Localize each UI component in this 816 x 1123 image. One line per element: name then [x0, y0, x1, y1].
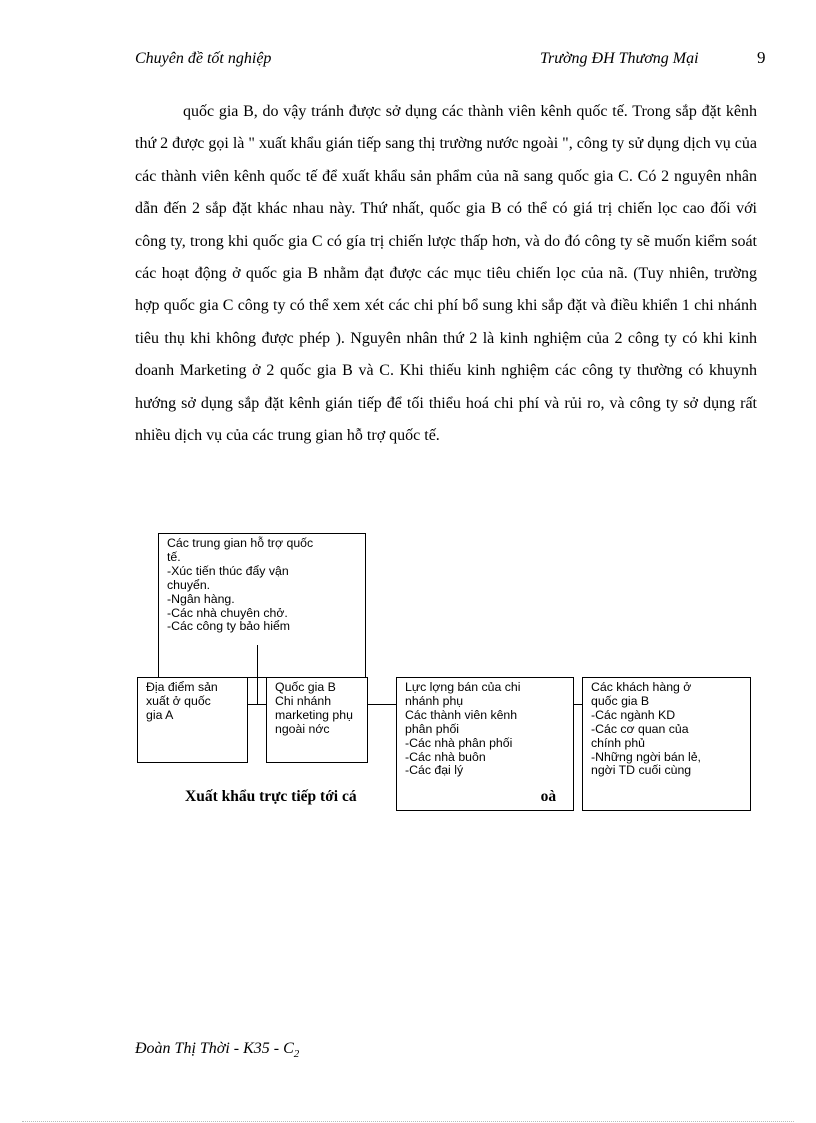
- diagram-box-line: quốc gia B: [591, 693, 650, 708]
- connector-branch-sales: [368, 704, 396, 705]
- figure-caption: [185, 788, 556, 806]
- header-title-left: Chuyên đề tốt nghiệp: [135, 50, 272, 67]
- diagram-box-line: Quốc gia B: [275, 680, 336, 694]
- diagram-box-line: Địa điểm sản: [146, 680, 218, 694]
- diagram-box-line: Các khách hàng ở: [591, 680, 692, 694]
- diagram-box-line: -Xúc tiến thúc đẩy vận: [167, 563, 289, 578]
- producer-box: [137, 677, 248, 763]
- connector-producer-branch: [248, 704, 266, 705]
- diagram-box-line: Các trung gian hỗ trợ quốc: [167, 536, 314, 550]
- diagram-box-line: tế.: [167, 549, 181, 564]
- diagram-box-line: -Ngân hàng.: [167, 591, 235, 606]
- diagram-box-line: -Các đại lý: [405, 763, 464, 778]
- diagram-box-line: gia A: [146, 707, 174, 722]
- diagram-box-line: Lực lợng bán của chi: [405, 680, 521, 694]
- diagram-box-line: -Những ngời bán lẻ,: [591, 749, 701, 764]
- diagram-box-line: chuyển.: [167, 577, 211, 592]
- diagram-box-line: nhánh phụ: [405, 693, 464, 708]
- diagram-box-line: -Các cơ quan của: [591, 721, 689, 736]
- footer-name: Đoàn Thị Thời - K35 - C: [135, 1040, 294, 1057]
- footer-author: [135, 1040, 299, 1060]
- support-intermediaries-box: [158, 533, 366, 678]
- diagram-box-line: -Các ngành KD: [591, 707, 676, 722]
- page-border-dotted: [22, 1121, 794, 1122]
- connector-sales-customer: [574, 704, 582, 705]
- page-number: 9: [757, 48, 766, 67]
- diagram-box-line: ngoài nớc: [275, 721, 330, 736]
- footer-subscript: 2: [293, 1048, 300, 1061]
- caption-right: oà: [540, 788, 557, 805]
- connector-vertical: [257, 645, 258, 705]
- body-text: [135, 96, 757, 452]
- customers-box: [582, 677, 751, 811]
- diagram-box-line: xuất ở quốc: [146, 693, 211, 708]
- branch-box: [266, 677, 368, 763]
- diagram-box-line: Các thành viên kênh: [405, 707, 518, 722]
- diagram-box-line: -Các công ty bảo hiểm: [167, 619, 291, 634]
- diagram-box-line: Chi nhánh: [275, 693, 332, 708]
- diagram-box-line: ngời TD cuối cùng: [591, 763, 692, 778]
- diagram-box-line: -Các nhà phân phối: [405, 735, 513, 750]
- diagram-box-line: phân phối: [405, 721, 460, 736]
- caption-left: Xuất khẩu trực tiếp tới cá: [185, 788, 357, 805]
- body-paragraph: quốc gia B, do vậy tránh được sở dụng các thành viên kênh quốc tế. Trong sắp đặt kênh thứ 2 được gọi là " xuất khẩu gián tiếp sang thị trường nước ngoài ", công ty sử dụng dịch vụ của các thành viên kênh quốc tế để xuất khẩu sản phẩm của nã sang quốc gia C. Có 2 nguyên nhân dẫn đến 2 sắp đặt khác nhau này. Thứ nhất, quốc gia B có thể có giá trị chiến lọc cao đối với công ty, trong khi quốc gia C có gía trị chiến lược thấp hơn, và do đó công ty sẽ muốn kiểm soát các hoạt động ở quốc gia B nhằm đạt được các mục tiêu chiến lọc của nã. (Tuy nhiên, trường hợp quốc gia C công ty có thể xem xét các chi phí bổ sung khi sắp đặt và điều khiển 1 chi nhánh tiêu thụ khi không được phép ). Nguyên nhân thứ 2 là kinh nghiệm của 2 công ty có khi kinh doanh Marketing ở 2 quốc gia B và C. Khi thiếu kinh nghiệm các công ty thường có khuynh hướng sở dụng sắp đặt kênh gián tiếp để tối thiểu hoá chi phí và rủi ro, và công ty sở dụng rất nhiều dịch vụ của các trung gian hỗ trợ quốc tế.: [135, 103, 757, 445]
- diagram-box-line: -Các nhà buôn: [405, 749, 486, 764]
- diagram-box-line: marketing phụ: [275, 707, 353, 722]
- diagram-box-line: -Các nhà chuyên chở.: [167, 605, 288, 620]
- diagram-box-line: chính phủ: [591, 735, 646, 750]
- header-title-right: Trường ĐH Thương Mại: [540, 50, 699, 67]
